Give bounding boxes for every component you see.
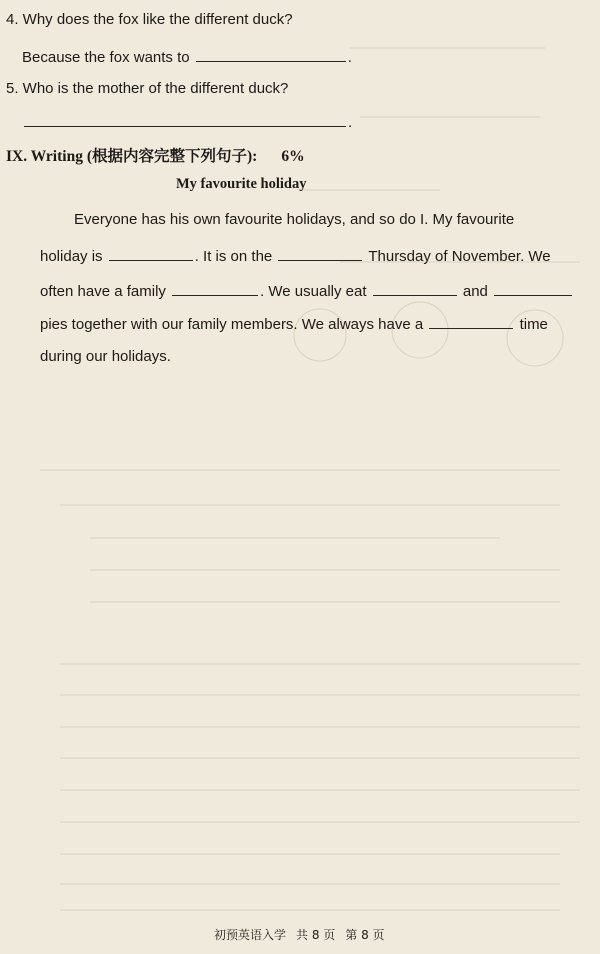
essay-line-3-part-b: . We usually eat — [260, 283, 367, 300]
footer-total-pages: 共 8 页 — [296, 928, 336, 942]
question-5-answer-blank[interactable] — [24, 112, 346, 127]
question-5-text: 5. Who is the mother of the different duck? — [6, 80, 289, 97]
question-4-answer-blank[interactable] — [196, 47, 346, 62]
essay-line-3 — [40, 281, 574, 300]
essay-line-5: during our holidays. — [40, 348, 171, 365]
essay-line-2 — [40, 246, 551, 265]
footer-course: 初预英语入学 — [214, 928, 287, 942]
blank-holiday-name[interactable] — [109, 246, 193, 261]
section-heading — [6, 144, 305, 166]
essay-line-4-part-b: time — [519, 316, 548, 333]
question-5-period: . — [348, 114, 353, 131]
question-5-answer-line — [22, 112, 352, 131]
blank-food-2[interactable] — [494, 281, 572, 296]
page-footer — [214, 926, 395, 943]
question-4-period: . — [347, 49, 352, 66]
essay-line-1: Everyone has his own favourite holidays, and so do I. My favourite — [74, 211, 515, 228]
question-4-answer-line — [22, 47, 352, 66]
blank-time-adjective[interactable] — [429, 314, 513, 329]
blank-ordinal-thursday[interactable] — [278, 246, 362, 261]
essay-line-3-part-c: and — [462, 283, 488, 300]
essay-title: My favourite holiday — [176, 176, 307, 192]
question-4-text: 4. Why does the fox like the different duck? — [6, 11, 293, 28]
blank-food-1[interactable] — [373, 281, 457, 296]
essay-line-4 — [40, 314, 548, 333]
section-percent: 6% — [281, 148, 305, 165]
essay-line-2-part-b: . It is on the — [194, 248, 273, 265]
essay-line-2-part-c: Thursday of November. We — [368, 248, 551, 265]
essay-line-3-part-a: often have a family — [40, 283, 166, 300]
essay-line-2-part-a: holiday is — [40, 248, 103, 265]
section-title: IX. Writing (根据内容完整下列句子): — [6, 148, 258, 165]
essay-line-4-part-a: pies together with our family members. We always have a — [40, 316, 424, 333]
question-4-answer-prefix: Because the fox wants to — [22, 49, 190, 66]
blank-family-activity[interactable] — [172, 281, 258, 296]
footer-page-number: 第 8 页 — [345, 928, 385, 942]
